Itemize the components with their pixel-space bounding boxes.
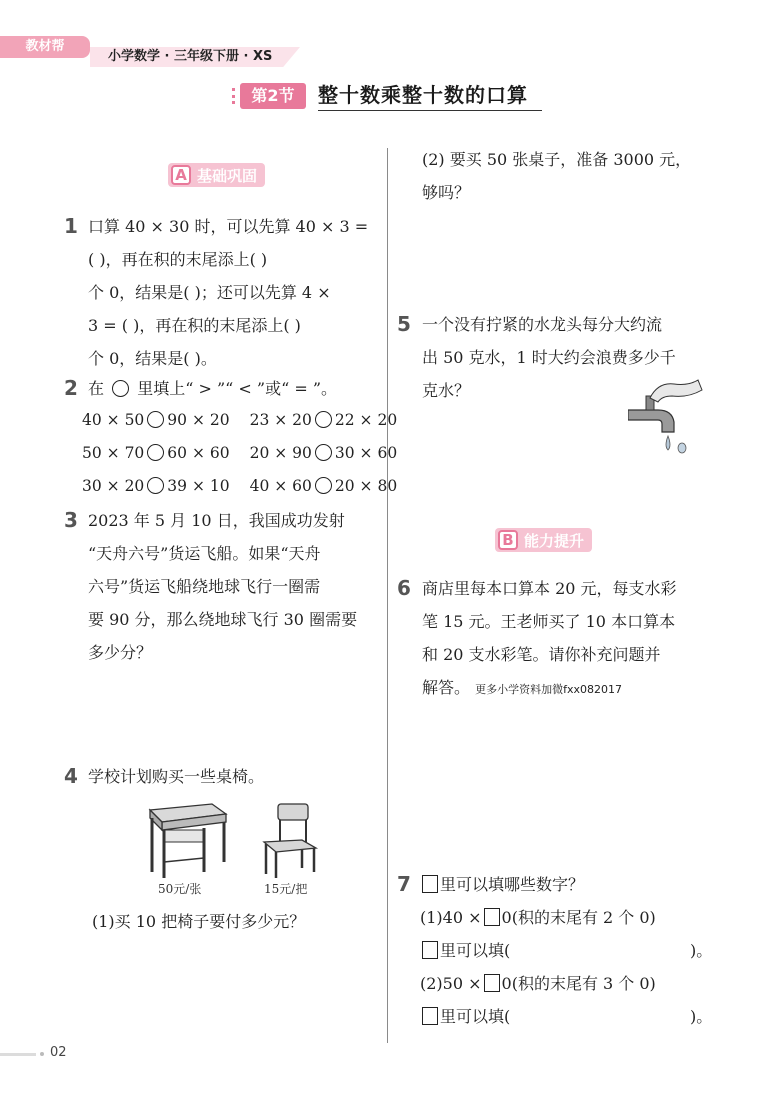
q7-number: 7 [397, 872, 411, 896]
level-b-badge [495, 528, 592, 552]
q4-sub2-line: (2) 要买 50 张桌子，准备 3000 元， [422, 150, 692, 169]
q7-body [420, 868, 720, 1033]
q7-sub1-fill: 里可以填( )。 [420, 934, 720, 967]
q7-sub2-fill: 里可以填( )。 [420, 1000, 720, 1033]
q1-line: 个 0，结果是( )；还可以先算 4 × [88, 283, 331, 302]
q6-text [422, 572, 722, 706]
q3-line: 多少分？ [88, 643, 153, 662]
q2-row: 40 × 50 90 × 20 23 × 20 22 × 20 [82, 411, 398, 429]
page-number: 02 [50, 1045, 67, 1060]
digit-box[interactable] [484, 974, 500, 992]
digit-box[interactable] [484, 908, 500, 926]
q4-text: 学校计划购买一些桌椅。 [88, 767, 265, 786]
q4-sub2-line: 够吗？ [422, 183, 471, 202]
q3-line: 六号”货运飞船绕地球飞行一圈需 [88, 577, 321, 596]
q2-row: 50 × 70 60 × 60 20 × 90 30 × 60 [82, 444, 398, 462]
section-badge: 第2节 [240, 83, 306, 109]
q7-sub1: (1)40 × 0(积的末尾有 2 个 0) [420, 908, 656, 927]
q4-sub2 [422, 143, 722, 209]
q1-line: ( )，再在积的末尾添上( ) [88, 250, 268, 269]
answer-circle[interactable] [315, 477, 332, 494]
q5-line: 一个没有拧紧的水龙头每分大约流 [422, 315, 663, 334]
promo-note: 更多小学资料加微fxx082017 [475, 683, 622, 696]
blank-box-icon [422, 941, 438, 959]
q7-intro: 里可以填哪些数字？ [420, 868, 720, 901]
desk-icon [140, 800, 230, 880]
q1-line: 个 0，结果是( )。 [88, 349, 217, 368]
faucet-icon [628, 376, 710, 456]
blank-box-icon [422, 875, 438, 893]
q3-line: 2023 年 5 月 10 日，我国成功发射 [88, 511, 345, 530]
column-divider [387, 148, 388, 1043]
level-a-badge [168, 163, 265, 187]
q2-intro-b: 里填上“ > ”“ < ”或“ = ”。 [137, 379, 338, 398]
answer-circle[interactable] [147, 477, 164, 494]
level-a-letter: A [171, 165, 191, 185]
q5-line: 出 50 克水，1 时大约会浪费多少千 [422, 348, 676, 367]
footer-rule [0, 1053, 36, 1056]
q4-number: 4 [64, 764, 78, 788]
q3-text [88, 504, 380, 669]
q3-line: “天舟六号”货运飞船。如果“天舟 [88, 544, 321, 563]
q1-number: 1 [64, 214, 78, 238]
chair-icon [258, 802, 320, 880]
q2-number: 2 [64, 376, 78, 400]
q3-number: 3 [64, 508, 78, 532]
desk-price: 50元/张 [158, 882, 202, 896]
q5-line: 克水？ [422, 381, 471, 400]
answer-circle[interactable] [147, 411, 164, 428]
q2-row: 30 × 20 39 × 10 40 × 60 20 × 80 [82, 477, 398, 495]
q6-line4: 解答。 [422, 678, 471, 697]
q6-line: 笔 15 元。王老师买了 10 本口算本 [422, 612, 676, 631]
q1-text [88, 210, 378, 375]
level-a-name: 基础巩固 [197, 166, 258, 185]
level-b-name: 能力提升 [524, 531, 585, 550]
q4-sub1: (1)买 10 把椅子要付多少元？ [92, 912, 306, 931]
q2-rows [82, 404, 398, 503]
footer-dot [40, 1052, 44, 1056]
q6-number: 6 [397, 576, 411, 600]
brand-tab: 教材帮 [0, 36, 90, 58]
q7-sub2: (2)50 × 0(积的末尾有 3 个 0) [420, 974, 656, 993]
chair-price: 15元/把 [264, 882, 308, 896]
q6-line: 商店里每本口算本 20 元，每支水彩 [422, 579, 677, 598]
section-title: 整十数乘整十数的口算 [318, 80, 542, 111]
q1-line: 口算 40 × 30 时，可以先算 40 × 3 = [88, 217, 369, 236]
answer-circle[interactable] [315, 411, 332, 428]
answer-circle[interactable] [147, 444, 164, 461]
q1-line: 3 = ( )，再在积的末尾添上( ) [88, 316, 301, 335]
compare-circle-icon [112, 380, 129, 397]
q3-line: 要 90 分，那么绕地球飞行 30 圈需要 [88, 610, 358, 629]
book-title: 小学数学 · 三年级下册 · XS [108, 49, 273, 64]
q2-intro [88, 372, 337, 405]
level-b-letter: B [498, 530, 518, 550]
q2-intro-a: 在 [88, 379, 105, 398]
q6-line: 和 20 支水彩笔。请你补充问题并 [422, 645, 661, 664]
q5-number: 5 [397, 312, 411, 336]
q6-line [422, 671, 722, 706]
blank-box-icon [422, 1007, 438, 1025]
answer-circle[interactable] [315, 444, 332, 461]
